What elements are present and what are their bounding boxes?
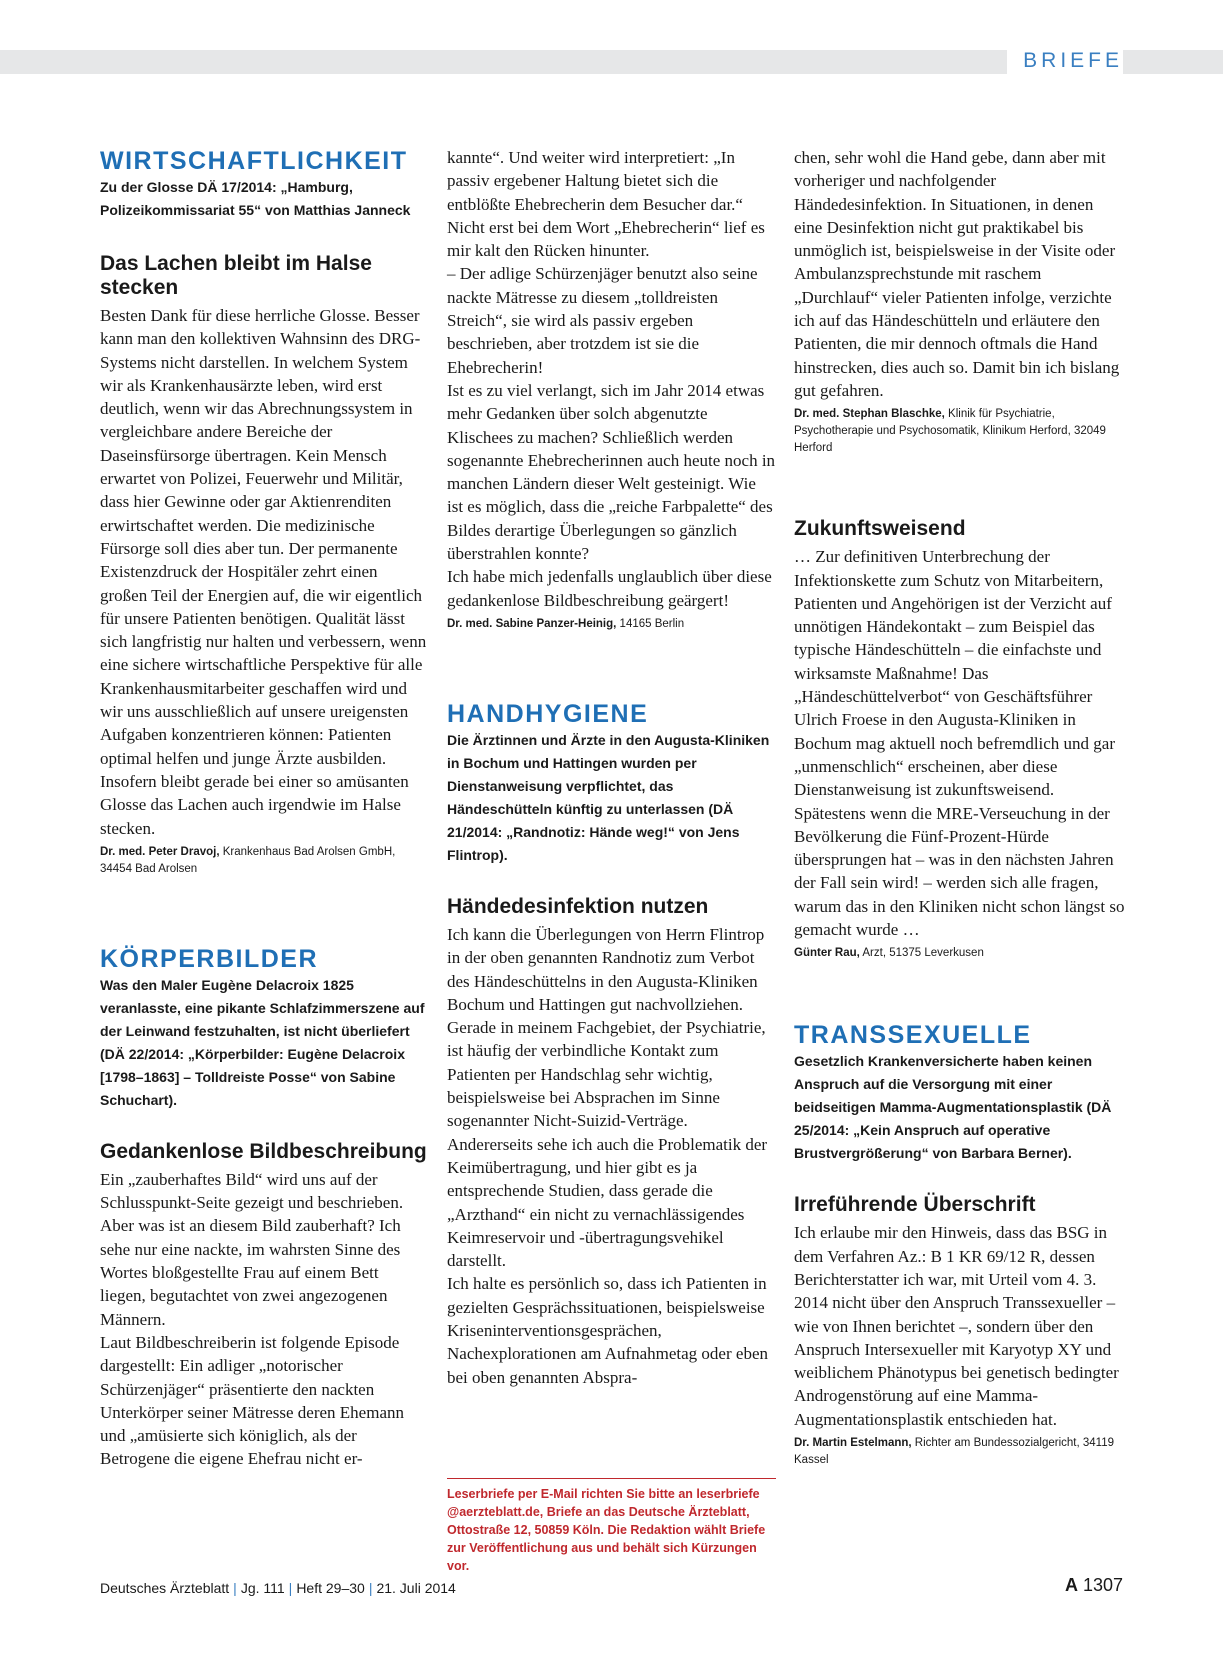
page-number [1065,1575,1123,1596]
section-label: BRIEFE [1007,46,1123,76]
body-paragraph: chen, sehr wohl die Hand gebe, dann aber mit vorheriger und nachfolgender Händedesinfektion. In Situationen, in denen eine Desinfektion nicht gut praktikabel bis unmöglich ist, beispielsweise in der Visite oder Ambulanzsprechstunde mit raschem „Durchlauf“ vieler Patienten infolge, verzichte ich auf das Händeschütteln und erläutere den Patienten, die mir dennoch oftmals die Hand hinstrecken, dies auch so. Damit bin ich bislang gut gefahren. [794,148,1120,400]
article-koerperbilder [100,944,428,1471]
column-1 [100,146,428,1471]
article-wirtschaftlichkeit [100,146,428,878]
volume: Jg. 111 [240,1580,285,1596]
body-paragraph: Ich erlaube mir den Hinweis, dass das BSG in dem Verfahren Az.: B 1 KR 69/12 R, dessen Berichterstatter ich war, mit Urteil vom 4. 3. 2014 nicht über den Anspruch Transsexueller – wie von Ihnen berichtet –, sondern über den Anspruch Intersexueller mit Karyotyp XY und weiblichem Phänotypus bei genetisch bedingter Androgenstörung auf eine Mamma-Augmentationsplastik entschieden hat. [794,1223,1119,1429]
date: 21. Juli 2014 [376,1580,456,1596]
headline: Das Lachen bleibt im Halse stecken [100,252,372,299]
teaser: Was den Maler Eugène Delacroix 1825 veranlasste, eine pikante Schlafzimmerszene auf der Leinwand festzuhalten, ist nicht überliefert (DÄ 22/2014: „Körperbilder: Eugène Delacroix [1798–1863] – Tolldreiste Posse“ von Sabine Schuchart). [100,976,425,1108]
issue: Heft 29–30 [296,1580,365,1596]
body-paragraph: – Der adlige Schürzenjäger benutzt also seine nackte Mätresse zu diesem „tolldreisten Streich“, sie wird als passiv ergeben beschrieben, aber trotzdem ist sie die Ehebrecherin! [447,264,758,377]
signature [794,945,1125,962]
body-paragraph: Ich halte es persönlich so, dass ich Patienten in gezielten Gesprächssituationen, beispielsweise Kriseninterventionsgesprächen, Nachexplorationen am Aufnahmetag oder eben bei oben genannten Abspra- [447,1274,768,1387]
separator: | [233,1580,237,1596]
teaser: Zu der Glosse DÄ 17/2014: „Hamburg, Polizeikommissariat 55“ von Matthias Janneck [100,179,411,218]
journal-name: Deutsches Ärzteblatt [100,1580,230,1596]
author-name: Dr. med. Stephan Blaschke, [794,408,945,421]
author-affiliation: Krankenhaus Bad Arolsen GmbH, 34454 Bad Arolsen [100,845,396,875]
article-continuation [447,146,776,612]
author-name: Günter Rau, [794,947,860,960]
author-affiliation: Klinik für Psychiatrie, Psychotherapie und Psychosomatik, Klinikum Herford, 32049 Herford [794,408,1106,455]
signature [794,406,1125,457]
article-zukunftsweisend [794,517,1125,962]
separator: | [368,1580,373,1596]
column-2 [447,146,776,1389]
body-paragraph: Ein „zauberhaftes Bild“ wird uns auf der Schlusspunkt-Seite gezeigt und beschrieben. Aber was ist an diesem Bild zauberhaft? Ich sehe nur eine nackte, im wahrsten Sinne des Wortes bloßgestellte Frau auf einem Bett liegen, begutachtet von zwei angezogenen Männern. [100,1169,404,1329]
letters-notice: Leserbriefe per E-Mail richten Sie bitte an leserbriefe @aerzteblatt.de, Briefe an das Deutsche Ärzteblatt, Ottostraße 12, 50859 Köln. Die Redaktion wählt Briefe zur Veröffentlichung aus und behält sich Kürzungen vor. [447,1478,776,1575]
body-paragraph: Ich kann die Überlegungen von Herrn Flintrop in der oben genannten Randnotiz zum Verbot des Händeschüttelns in den Augusta-Kliniken Bochum und Hattingen gut nachvollziehen. Gerade in meinem Fachgebiet, der Psychiatrie, ist häufig der verbindliche Kontakt zum Patienten per Handschlag sehr wichtig, beispielsweise bei Absprachen im Sinne sogenannter Nicht-Suizid-Verträge. Andererseits sehe ich auch die Problematik der Keimübertragung, und hier gibt es ja entsprechende Studien, dass gerade die „Arzthand“ ein nicht zu vernachlässigendes Keimreservoir und -übertragungsvehikel darstellt. [447,924,768,1271]
headline: Händedesinfektion nutzen [447,894,709,918]
article-continuation [794,146,1125,402]
article-handhygiene [447,699,776,1389]
signature [447,616,776,633]
rubric: WIRTSCHAFTLICHKEIT [100,147,408,175]
signature [794,1435,1125,1469]
article-transsexuelle [794,1020,1125,1469]
body-paragraph: … Zur definitiven Unterbrechung der Infektionskette zum Schutz von Mitarbeitern, Patienten und Angehörigen ist der Verzicht auf unnötigen Händekontakt – zum Beispiel das typische Händeschütteln – die einfachste und wirksamste Maßnahme! Das „Händeschüttelverbot“ von Geschäftsführer Ulrich Froese in den Augusta-Kliniken in Bochum mag aktuell noch befremdlich und gar „unmenschlich“ erscheinen, aber diese Dienstanweisung ist zukunftsweisend. Spätestens wenn die MRE-Verseuchung in der Bevölkerung die Fünf-Prozent-Hürde übersprungen hat – was in den nächsten Jahren der Fall sein wird! – werden sich alle fragen, warum das in den Kliniken nicht schon längst so gemacht wurde … [794,547,1125,940]
author-name: Dr. Martin Estelmann, [794,1436,912,1449]
separator: | [288,1580,293,1596]
rubric: HANDHYGIENE [447,699,649,728]
page-number-value: 1307 [1082,1575,1123,1595]
author-name: Dr. med. Sabine Panzer-Heinig, [447,617,617,630]
author-affiliation: Richter am Bundessozialgericht, 34119 Kassel [794,1436,1115,1466]
body-paragraph: Laut Bildbeschreiberin ist folgende Episode dargestellt: Ein adliger „notorischer Schürzenjäger“ präsentierte den nackten Unterkörper seiner Mätresse deren Ehemann und „amüsierte sich königlich, als der Betrogene die eigene Ehefrau nicht er- [100,1332,404,1469]
signature [100,844,428,878]
body-paragraph: kannte“. Und weiter wird interpretiert: „In passiv ergebener Haltung bietet sich die entblößte Ehebrecherin dem Besucher dar.“ Nicht erst bei dem Wort „Ehebrecherin“ lief es mir kalt den Rücken hinunter. [447,148,765,261]
teaser: Die Ärztinnen und Ärzte in den Augusta-Kliniken in Bochum und Hattingen wurden per Dienstanweisung verpflichtet, das Händeschütteln künftig zu unterlassen (DÄ 21/2014: „Randnotiz: Hände weg!“ von Jens Flintrop). [447,731,770,863]
author-affiliation: 14165 Berlin [616,617,685,630]
body-paragraph: Besten Dank für diese herrliche Glosse. Besser kann man den kollektiven Wahnsinn des DRG-Systems nicht darstellen. In welchem System wir als Krankenhausärzte leben, wird erst deutlich, wenn wir das Abrechnungssystem in vergleichbare andere Bereiche der Daseinsfürsorge übertragen. Kein Mensch erwartet von Polizei, Feuerwehr und Militär, dass hier Gewinne oder gar Aktienrenditen erwirtschaftet werden. Die medizinische Fürsorge soll dies aber tun. Der permanente Existenzdruck der Hospitäler zehrt einen großen Teil der Energien auf, die wir eigentlich für unsere Patienten benötigen. Qualität lässt sich langfristig nur halten und verbessern, wenn eine sichere wirtschaftliche Perspektive für alle Krankenhausmitarbeiter geschaffen wird und wir uns ausschließlich auf unsere ureigensten Aufgaben konzentrieren können: Patienten optimal helfen und junge Ärzte ausbilden. Insofern bleibt gerade bei einer so amüsanten Glosse das Lachen auch irgendwie im Halse stecken. [100,306,427,838]
headline: Irreführende Überschrift [794,1193,1036,1217]
teaser: Gesetzlich Krankenversicherte haben keinen Anspruch auf die Versorgung mit einer beidseitigen Mamma-Augmentationsplastik (DÄ 25/2014: „Kein Anspruch auf operative Brustvergrößerung“ von Barbara Berner). [794,1053,1112,1162]
rubric: TRANSSEXUELLE [794,1021,1032,1050]
column-3 [794,146,1125,1469]
page-prefix: A [1064,1575,1078,1595]
headline: Zukunftsweisend [794,517,966,541]
headline: Gedankenlose Bildbeschreibung [100,1139,427,1163]
footer-citation [100,1580,456,1596]
rubric: KÖRPERBILDER [100,944,319,973]
author-name: Dr. med. Peter Dravoj, [100,845,220,858]
body-paragraph: Ich habe mich jedenfalls unglaublich über diese gedankenlose Bildbeschreibung geärgert! [447,567,772,610]
author-affiliation: Arzt, 51375 Leverkusen [859,947,984,960]
body-paragraph: Ist es zu viel verlangt, sich im Jahr 2014 etwas mehr Gedanken über solch abgenutzte Klischees zu machen? Schließlich werden sogenannte Ehebrecherinnen auch heute noch in manchen Ländern dieser Welt gesteinigt. Wie ist es möglich, dass die „reiche Farbpalette“ des Bildes derartige Überlegungen so gänzlich überstrahlen konnte? [447,380,776,564]
